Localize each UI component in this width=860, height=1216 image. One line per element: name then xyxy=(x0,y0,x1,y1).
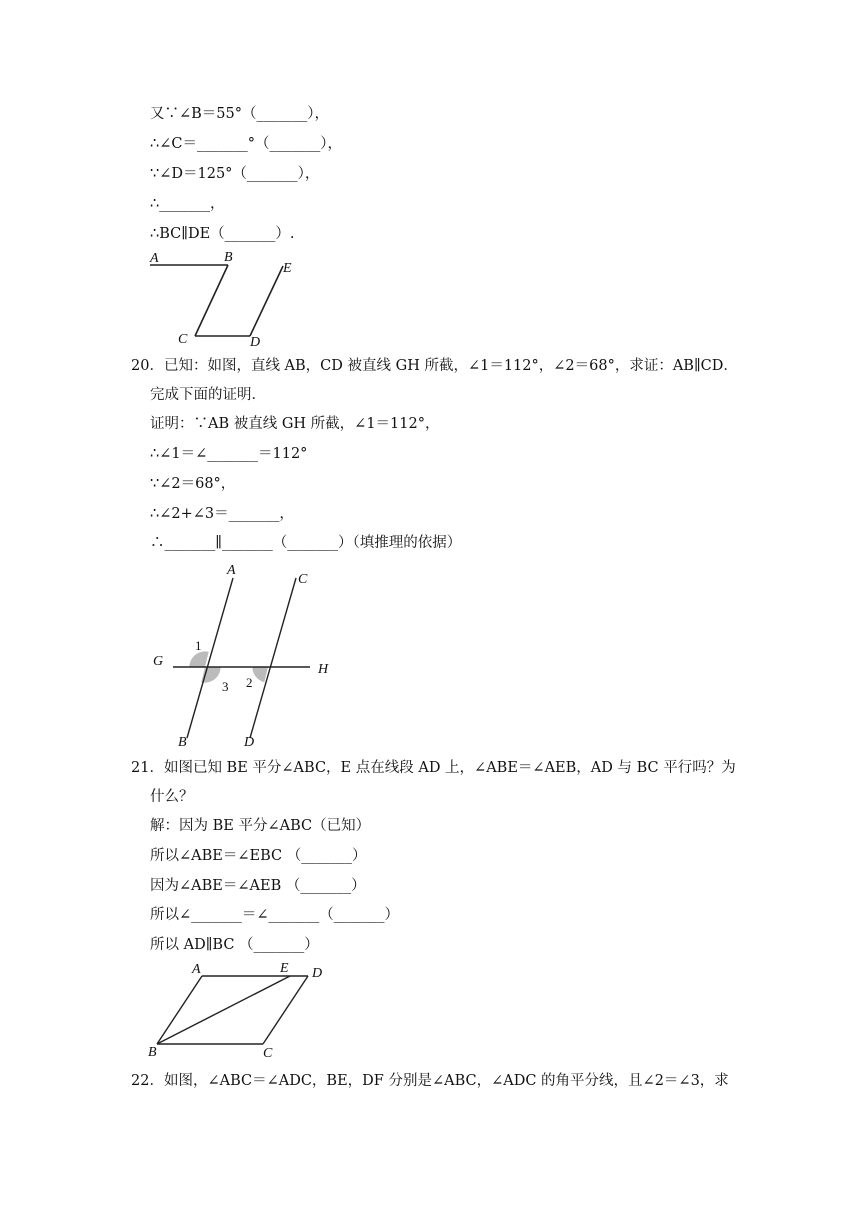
q20-label-angle-2: 2 xyxy=(246,675,253,690)
q21-label-b: B xyxy=(148,1045,157,1060)
q20-line-3: ∵∠2＝68°， xyxy=(150,476,236,492)
q19-line-5: ∴BC∥DE（_______）. xyxy=(150,226,295,242)
q20-label-c: C xyxy=(298,572,308,587)
q20-title-line-2: 完成下面的证明． xyxy=(150,387,266,403)
q19-label-e: E xyxy=(283,261,292,276)
q20-label-a: A xyxy=(227,563,236,578)
q21-line-3: 因为∠ABE＝∠AEB （_______） xyxy=(150,878,366,894)
q20-line-1: 证明：∵AB 被直线 GH 所截，∠1＝112°， xyxy=(150,416,440,432)
q19-line-2: ∴∠C＝_______°（_______）， xyxy=(150,136,342,152)
q21-title-line-1: 21．如图已知 BE 平分∠ABC，E 点在线段 AD 上，∠ABE＝∠AEB，AD 与 BC 平行吗？为 xyxy=(131,760,736,776)
q20-line-5: ∴_______∥_______（_______）（填推理的依据） xyxy=(150,535,462,551)
q19-line-4: ∴_______， xyxy=(150,196,225,212)
q20-label-b: B xyxy=(178,735,187,750)
q20-label-angle-1: 1 xyxy=(195,638,202,653)
q19-label-c: C xyxy=(178,332,188,347)
q20-label-g: G xyxy=(153,654,164,669)
q19-figure xyxy=(140,248,310,348)
q21-title-line-2: 什么？ xyxy=(150,789,194,805)
q21-label-c: C xyxy=(263,1046,273,1061)
q20-line-2: ∴∠1＝∠_______＝112° xyxy=(150,446,308,462)
q21-line-1: 解：因为 BE 平分∠ABC（已知） xyxy=(150,818,371,834)
q20-label-angle-3: 3 xyxy=(222,679,229,694)
q21-line-4: 所以∠_______＝∠_______（_______） xyxy=(150,907,400,923)
q20-line-4: ∴∠2+∠3＝_______， xyxy=(150,506,294,522)
q21-label-e: E xyxy=(280,961,289,976)
q21-label-d: D xyxy=(312,966,323,981)
q19-label-b: B xyxy=(224,250,233,265)
q19-line-1: 又∵∠B＝55°（_______）， xyxy=(150,106,330,122)
q22-title-line-1: 22．如图，∠ABC＝∠ADC，BE，DF 分别是∠ABC，∠ADC 的角平分线，且∠2＝∠3，求 xyxy=(131,1073,729,1089)
q20-title-line-1: 20．已知：如图，直线 AB，CD 被直线 GH 所截，∠1＝112°，∠2＝68°，求证：AB∥CD． xyxy=(131,358,738,374)
q19-label-d: D xyxy=(250,335,261,348)
q21-line-5: 所以 AD∥BC （_______） xyxy=(150,937,319,953)
q20-label-h: H xyxy=(318,662,329,677)
q19-line-3: ∵∠D＝125°（_______）， xyxy=(150,166,320,182)
q19-label-a: A xyxy=(150,251,159,266)
q21-line-2: 所以∠ABE＝∠EBC （_______） xyxy=(150,848,367,864)
q20-label-d: D xyxy=(244,735,255,750)
q21-label-a: A xyxy=(192,962,201,977)
q20-figure xyxy=(145,560,345,750)
q21-figure xyxy=(140,958,340,1063)
